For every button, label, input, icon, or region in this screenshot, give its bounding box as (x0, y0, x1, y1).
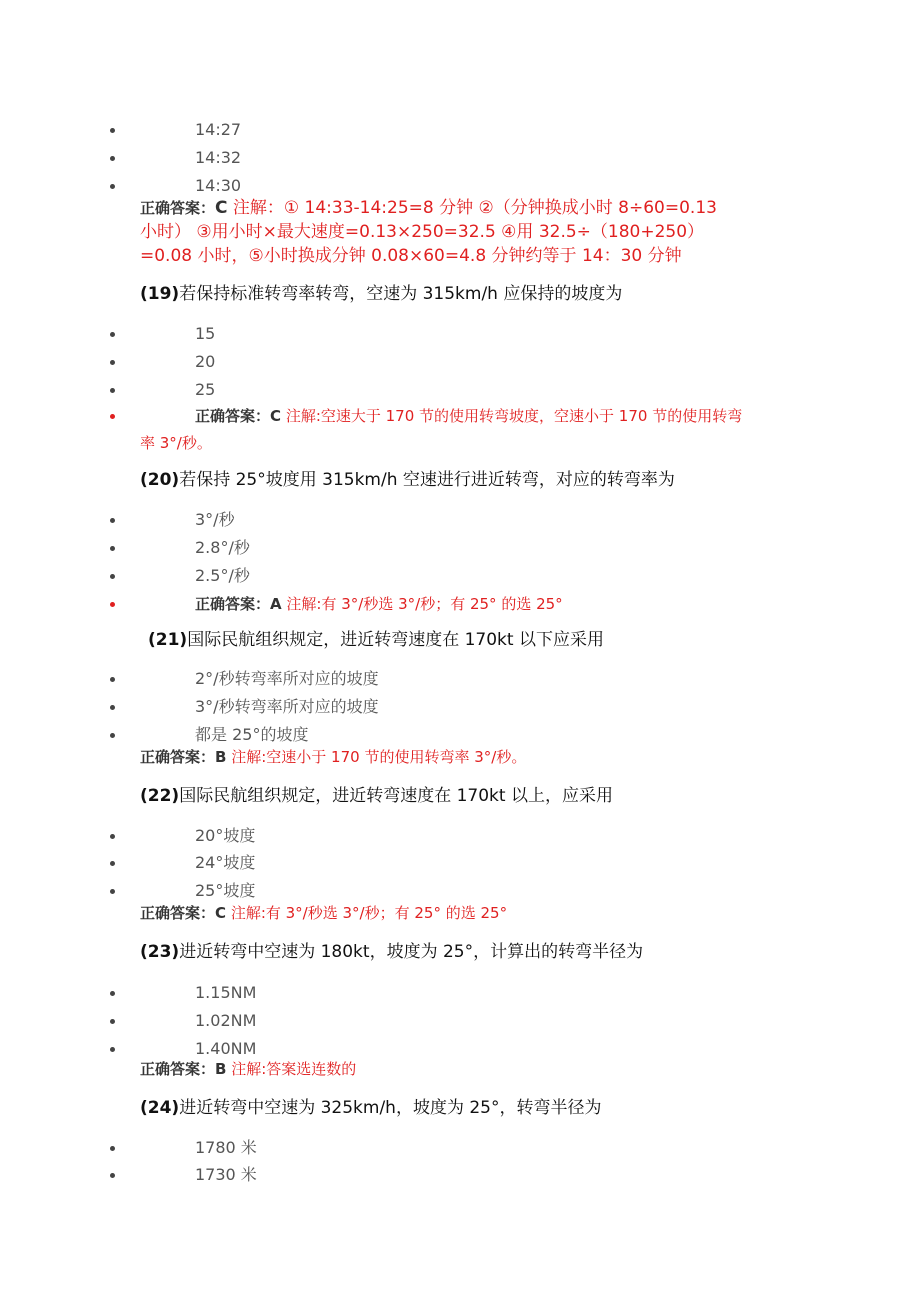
list-item (0, 1137, 920, 1161)
option-text: 2.5°/秒 (195, 566, 250, 585)
question-number: (19) (140, 284, 180, 304)
list-item (0, 1010, 920, 1034)
list-item (0, 509, 920, 533)
question-text: 进近转弯中空速为 180kt，坡度为 25°，计算出的转弯半径为 (179, 942, 644, 962)
list-item (0, 147, 920, 171)
question-number: (20) (140, 470, 180, 490)
list-item (0, 1164, 920, 1188)
answer-label: 正确答案： (140, 904, 216, 922)
answer-note: 注解:有 3°/秒选 3°/秒；有 25° 的选 25° (286, 595, 563, 613)
bullet-icon (110, 156, 115, 161)
option-text: 20 (195, 352, 216, 371)
answer-label: 正确答案： (140, 1060, 216, 1078)
bullet-icon (110, 834, 115, 839)
bullet-icon (110, 1146, 115, 1151)
answer-line (140, 196, 717, 220)
list-item (0, 668, 920, 692)
bullet-icon (110, 677, 115, 682)
bullet-icon (110, 388, 115, 393)
list-item (0, 323, 920, 347)
list-item (0, 405, 920, 429)
answer-line (140, 1057, 356, 1081)
bullet-icon (110, 574, 115, 579)
question-number: (23) (140, 942, 180, 962)
list-item (0, 1038, 920, 1062)
option-text: 1.02NM (195, 1011, 257, 1030)
answer-note: 注解:有 3°/秒选 3°/秒；有 25° 的选 25° (230, 904, 508, 922)
option-text: 15 (195, 324, 216, 343)
option-text: 25 (195, 380, 216, 399)
answer-letter: A (270, 595, 282, 613)
answer-note: 注解:答案选连数的 (231, 1060, 357, 1078)
question-title (148, 628, 604, 652)
option-text: 1.15NM (195, 983, 257, 1002)
question-number: (22) (140, 786, 180, 806)
option-text: 24°坡度 (195, 853, 256, 872)
bullet-icon (110, 861, 115, 866)
question-title (140, 282, 622, 306)
bullet-icon (110, 332, 115, 337)
list-item (0, 696, 920, 720)
answer-note-line: 率 3°/秒。 (140, 434, 212, 452)
question-title (140, 1096, 602, 1120)
bullet-icon (110, 518, 115, 523)
question-text: 若保持 25°坡度用 315km/h 空速进行进近转弯，对应的转弯率为 (179, 470, 675, 490)
answer-note: 注解:空速大于 170 节的使用转弯坡度，空速小于 170 节的使用转弯 (285, 407, 743, 425)
bullet-icon (110, 546, 115, 551)
answer-line (195, 404, 742, 428)
bullet-icon (110, 705, 115, 710)
answer-line (195, 592, 563, 616)
answer-letter: C (215, 904, 227, 922)
list-item (0, 379, 920, 403)
bullet-icon (110, 733, 115, 738)
answer-label: 正确答案： (195, 595, 271, 613)
list-item (0, 982, 920, 1006)
bullet-icon (110, 991, 115, 996)
bullet-icon (110, 602, 115, 607)
option-text: 14:30 (195, 176, 242, 195)
list-item (0, 351, 920, 375)
question-text: 进近转弯中空速为 325km/h，坡度为 25°，转弯半径为 (179, 1098, 602, 1118)
bullet-icon (110, 184, 115, 189)
option-text: 3°/秒 (195, 510, 235, 529)
bullet-icon (110, 889, 115, 894)
bullet-icon (110, 1047, 115, 1052)
bullet-icon (110, 1019, 115, 1024)
answer-label: 正确答案： (140, 748, 216, 766)
option-text: 1730 米 (195, 1165, 257, 1184)
question-title (140, 940, 643, 964)
option-text: 2.8°/秒 (195, 538, 250, 557)
option-text: 2°/秒转弯率所对应的坡度 (195, 669, 379, 688)
question-title (140, 468, 675, 492)
answer-letter: C (215, 198, 228, 218)
answer-line (140, 745, 526, 769)
question-number: (21) (148, 630, 188, 650)
answer-note-line: 小时） ③用小时×最大速度=0.13×250=32.5 ④用 32.5÷（180+250） (140, 222, 705, 242)
option-text: 14:27 (195, 120, 242, 139)
bullet-icon (110, 1173, 115, 1178)
list-item (0, 825, 920, 849)
answer-note-line: =0.08 小时，⑤小时换成分钟 0.08×60=4.8 分钟约等于 14：30 分钟 (140, 246, 682, 266)
question-text: 若保持标准转弯率转弯，空速为 315km/h 应保持的坡度为 (179, 284, 623, 304)
bullet-icon (110, 360, 115, 365)
list-item (0, 119, 920, 143)
answer-letter: B (215, 748, 227, 766)
answer-note: 注解:空速小于 170 节的使用转弯率 3°/秒。 (231, 748, 527, 766)
option-text: 25°坡度 (195, 881, 256, 900)
list-item (0, 852, 920, 876)
bullet-icon (110, 414, 115, 419)
bullet-icon (110, 128, 115, 133)
question-title (140, 784, 613, 808)
answer-label: 正确答案： (140, 199, 216, 217)
option-text: 都是 25°的坡度 (195, 725, 309, 744)
list-item (0, 593, 920, 617)
option-text: 14:32 (195, 148, 242, 167)
answer-letter: B (215, 1060, 227, 1078)
answer-line (140, 901, 507, 925)
answer-letter: C (270, 407, 282, 425)
question-text: 国际民航组织规定，进近转弯速度在 170kt 以下应采用 (187, 630, 604, 650)
question-number: (24) (140, 1098, 180, 1118)
option-text: 3°/秒转弯率所对应的坡度 (195, 697, 379, 716)
option-text: 20°坡度 (195, 826, 256, 845)
answer-note: 注解：① 14:33-14:25=8 分钟 ②（分钟换成小时 8÷60=0.13 (232, 198, 717, 218)
list-item (0, 537, 920, 561)
list-item (0, 565, 920, 589)
option-text: 1.40NM (195, 1039, 257, 1058)
question-text: 国际民航组织规定，进近转弯速度在 170kt 以上，应采用 (179, 786, 613, 806)
option-text: 1780 米 (195, 1138, 257, 1157)
answer-label: 正确答案： (195, 407, 271, 425)
